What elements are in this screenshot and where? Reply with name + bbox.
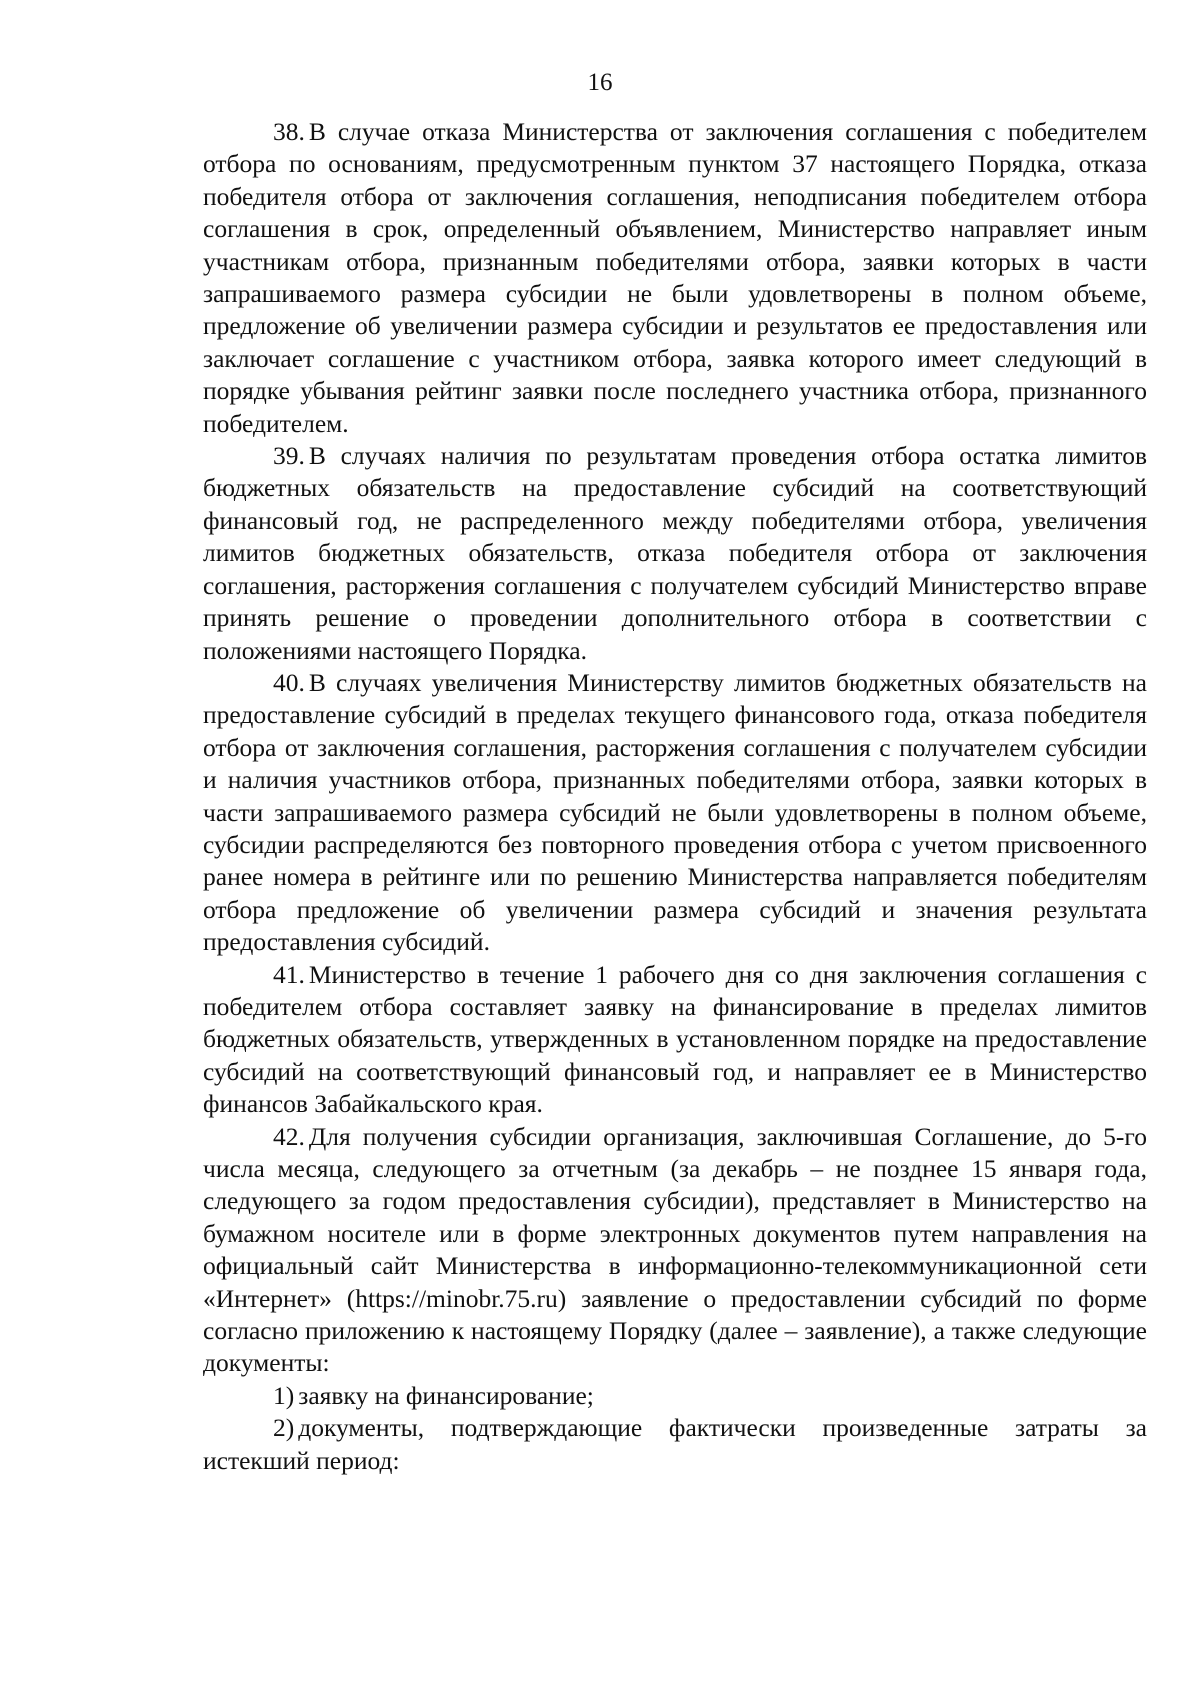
paragraph-number: 41. (273, 959, 305, 989)
paragraph-number: 42. (273, 1121, 305, 1151)
paragraph-text: В случаях увеличения Министерству лимитов бюджетных обязательств на предоставление субсидий в пределах текущего финансового года, отказа победителя отбора от заключения соглашения, расторжения соглашения с получателем субсидии и наличия участников отбора, признанных победителями отбора, заявки которых в части запрашиваемого размера субсидий не были удовлетворены в полном объеме, субсидии распределяются без повторного проведения отбора с учетом присвоенного ранее номера в рейтинге или по решению Министерства направляется победителям отбора предложение об увеличении размера субсидий и значения результата предоставления субсидий. (203, 667, 1147, 957)
paragraph-number: 39. (273, 441, 305, 471)
paragraph-number: 40. (273, 667, 305, 697)
document-body (203, 116, 1147, 1477)
list-item-2 (203, 1412, 1147, 1477)
list-item-number: 2) (273, 1413, 295, 1443)
paragraph-text: В случаях наличия по результатам проведения отбора остатка лимитов бюджетных обязательств на предоставление субсидий на соответствующий финансовый год, не распределенного между победителями отбора, увеличения лимитов бюджетных обязательств, отказа победителя отбора от заключения соглашения, расторжения соглашения с получателем субсидий Министерство вправе принять решение о проведении дополнительного отбора в соответствии с положениями настоящего Порядка. (203, 441, 1147, 665)
page-number: 16 (587, 69, 613, 96)
paragraph-39 (203, 440, 1147, 667)
paragraph-42 (203, 1121, 1147, 1380)
list-item-text: заявку на финансирование; (298, 1380, 594, 1410)
paragraph-text: В случае отказа Министерства от заключения соглашения с победителем отбора по основаниям, предусмотренным пунктом 37 настоящего Порядка, отказа победителя отбора от заключения соглашения, неподписания победителем отбора соглашения в срок, определенный объявлением, Министерство направляет иным участникам отбора, признанным победителями отбора, заявки которых в части запрашиваемого размера субсидии не были удовлетворены в полном объеме, предложение об увеличении размера субсидии и результатов ее предоставления или заключает соглашение с участником отбора, заявка которого имеет следующий в порядке убывания рейтинг заявки после последнего участника отбора, признанного победителем. (203, 117, 1147, 438)
paragraph-41 (203, 959, 1147, 1121)
paragraph-40 (203, 667, 1147, 959)
paragraph-text: Для получения субсидии организация, заключившая Соглашение, до 5-го числа месяца, следующего за отчетным (за декабрь – не позднее 15 января года, следующего за годом предоставления субсидии), представляет в Министерство на бумажном носителе или в форме электронных документов путем направления на официальный сайт Министерства в информационно-телекоммуникационной сети «Интернет» (https://minobr.75.ru) заявление о предоставлении субсидий по форме согласно приложению к настоящему Порядку (далее – заявление), а также следующие документы: (203, 1121, 1147, 1378)
list-item-number: 1) (273, 1380, 295, 1410)
list-item-1 (203, 1380, 1147, 1412)
paragraph-38 (203, 116, 1147, 440)
list-item-text: документы, подтверждающие фактически произведенные затраты за истекший период: (203, 1413, 1147, 1475)
paragraph-text: Министерство в течение 1 рабочего дня со дня заключения соглашения с победителем отбора составляет заявку на финансирование в пределах лимитов бюджетных обязательств, утвержденных в установленном порядке на предоставление субсидий на соответствующий финансовый год, и направляет ее в Министерство финансов Забайкальского края. (203, 959, 1147, 1119)
paragraph-number: 38. (273, 117, 305, 146)
